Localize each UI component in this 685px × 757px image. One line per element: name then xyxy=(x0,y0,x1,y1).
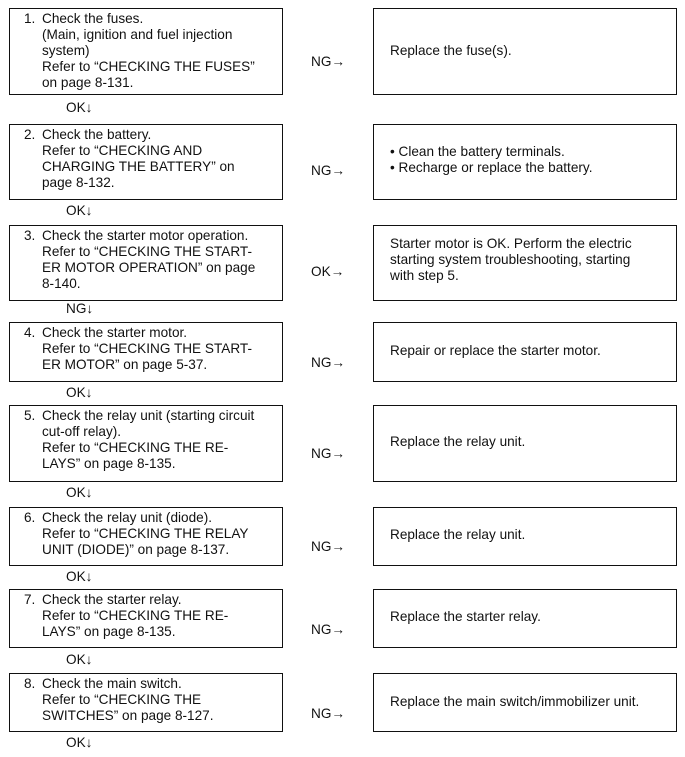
step-number: 7. xyxy=(24,592,36,607)
result-text xyxy=(390,609,672,625)
step-text xyxy=(42,11,278,91)
step-number: 8. xyxy=(24,676,36,691)
result-text xyxy=(390,434,672,450)
step-text-line: Check the battery. xyxy=(42,127,152,142)
branch-arrow-label: OK→ xyxy=(311,264,345,279)
step-text-line: LAYS” on page 8-135. xyxy=(42,624,176,639)
step-text-line: Refer to “CHECKING THE RE- xyxy=(42,608,229,623)
result-text-line: Replace the relay unit. xyxy=(390,527,526,542)
step-text xyxy=(42,325,278,373)
step-text-line: Refer to “CHECKING THE RELAY xyxy=(42,526,249,541)
step-box-4 xyxy=(9,322,283,382)
step-box-1 xyxy=(9,8,283,95)
step-text-line: Refer to “CHECKING THE START- xyxy=(42,341,252,356)
step-text-line: Check the fuses. xyxy=(42,11,144,26)
step-text-line: Refer to “CHECKING THE xyxy=(42,692,202,707)
step-text xyxy=(42,408,278,472)
step-number: 3. xyxy=(24,228,36,243)
step-text-line: ER MOTOR OPERATION” on page xyxy=(42,260,256,275)
step-number: 5. xyxy=(24,408,36,423)
result-text-line: Repair or replace the starter motor. xyxy=(390,343,601,358)
result-box-4 xyxy=(373,322,677,382)
step-box-8 xyxy=(9,673,283,732)
step-text-line: on page 8-131. xyxy=(42,75,134,90)
result-text-line: Starter motor is OK. Perform the electric xyxy=(390,236,632,251)
result-text-line: Replace the starter relay. xyxy=(390,609,541,624)
branch-arrow-label: NG→ xyxy=(311,539,345,554)
step-text xyxy=(42,228,278,292)
step-text-line: Check the starter relay. xyxy=(42,592,182,607)
result-text xyxy=(390,236,672,284)
result-text xyxy=(390,694,672,710)
result-box-5 xyxy=(373,405,677,482)
result-text xyxy=(390,527,672,543)
continue-label: OK↓ xyxy=(66,735,93,750)
step-text-line: LAYS” on page 8-135. xyxy=(42,456,176,471)
result-box-1 xyxy=(373,8,677,95)
branch-arrow-label: NG→ xyxy=(311,706,345,721)
branch-arrow-label: NG→ xyxy=(311,355,345,370)
continue-label: OK↓ xyxy=(66,485,93,500)
step-text-line: Check the main switch. xyxy=(42,676,182,691)
result-text-line: with step 5. xyxy=(390,268,459,283)
step-text-line: Check the relay unit (starting circuit xyxy=(42,408,255,423)
continue-label: OK↓ xyxy=(66,569,93,584)
result-text-line: starting system troubleshooting, starting xyxy=(390,252,631,267)
branch-arrow-label: NG→ xyxy=(311,446,345,461)
branch-arrow-label: NG→ xyxy=(311,163,345,178)
result-text xyxy=(390,343,672,359)
step-text-line: page 8-132. xyxy=(42,175,115,190)
step-text-line: system) xyxy=(42,43,90,58)
step-number: 2. xyxy=(24,127,36,142)
result-text-line: Replace the relay unit. xyxy=(390,434,526,449)
result-text xyxy=(390,43,672,59)
result-text-line: • Recharge or replace the battery. xyxy=(390,160,593,175)
result-box-8 xyxy=(373,673,677,732)
step-text-line: Refer to “CHECKING THE FUSES” xyxy=(42,59,255,74)
step-text-line: Check the starter motor. xyxy=(42,325,188,340)
branch-arrow-label: NG→ xyxy=(311,54,345,69)
step-box-6 xyxy=(9,507,283,566)
step-text xyxy=(42,510,278,558)
step-number: 4. xyxy=(24,325,36,340)
step-text-line: SWITCHES” on page 8-127. xyxy=(42,708,214,723)
continue-label: OK↓ xyxy=(66,385,93,400)
continue-label: OK↓ xyxy=(66,652,93,667)
step-text-line: Check the starter motor operation. xyxy=(42,228,249,243)
step-text-line: 8-140. xyxy=(42,276,81,291)
step-box-3 xyxy=(9,225,283,301)
step-text xyxy=(42,592,278,640)
result-box-3 xyxy=(373,225,677,301)
step-text xyxy=(42,676,278,724)
step-box-2 xyxy=(9,124,283,200)
step-number: 6. xyxy=(24,510,36,525)
step-text-line: Refer to “CHECKING THE RE- xyxy=(42,440,229,455)
step-text-line: Check the relay unit (diode). xyxy=(42,510,213,525)
continue-label: NG↓ xyxy=(66,301,94,316)
step-text-line: ER MOTOR” on page 5-37. xyxy=(42,357,208,372)
step-text-line: (Main, ignition and fuel injection xyxy=(42,27,233,42)
result-text-line: Replace the main switch/immobilizer unit. xyxy=(390,694,640,709)
result-box-7 xyxy=(373,589,677,648)
continue-label: OK↓ xyxy=(66,100,93,115)
step-text-line: CHARGING THE BATTERY” on xyxy=(42,159,235,174)
continue-label: OK↓ xyxy=(66,203,93,218)
step-text-line: Refer to “CHECKING THE START- xyxy=(42,244,252,259)
step-text-line: cut-off relay). xyxy=(42,424,122,439)
step-text xyxy=(42,127,278,191)
result-box-2 xyxy=(373,124,677,200)
result-text-line: Replace the fuse(s). xyxy=(390,43,512,58)
step-box-7 xyxy=(9,589,283,648)
result-text xyxy=(390,144,672,176)
branch-arrow-label: NG→ xyxy=(311,622,345,637)
result-box-6 xyxy=(373,507,677,566)
step-text-line: Refer to “CHECKING AND xyxy=(42,143,203,158)
step-number: 1. xyxy=(24,11,36,26)
step-text-line: UNIT (DIODE)” on page 8-137. xyxy=(42,542,230,557)
result-text-line: • Clean the battery terminals. xyxy=(390,144,565,159)
step-box-5 xyxy=(9,405,283,482)
